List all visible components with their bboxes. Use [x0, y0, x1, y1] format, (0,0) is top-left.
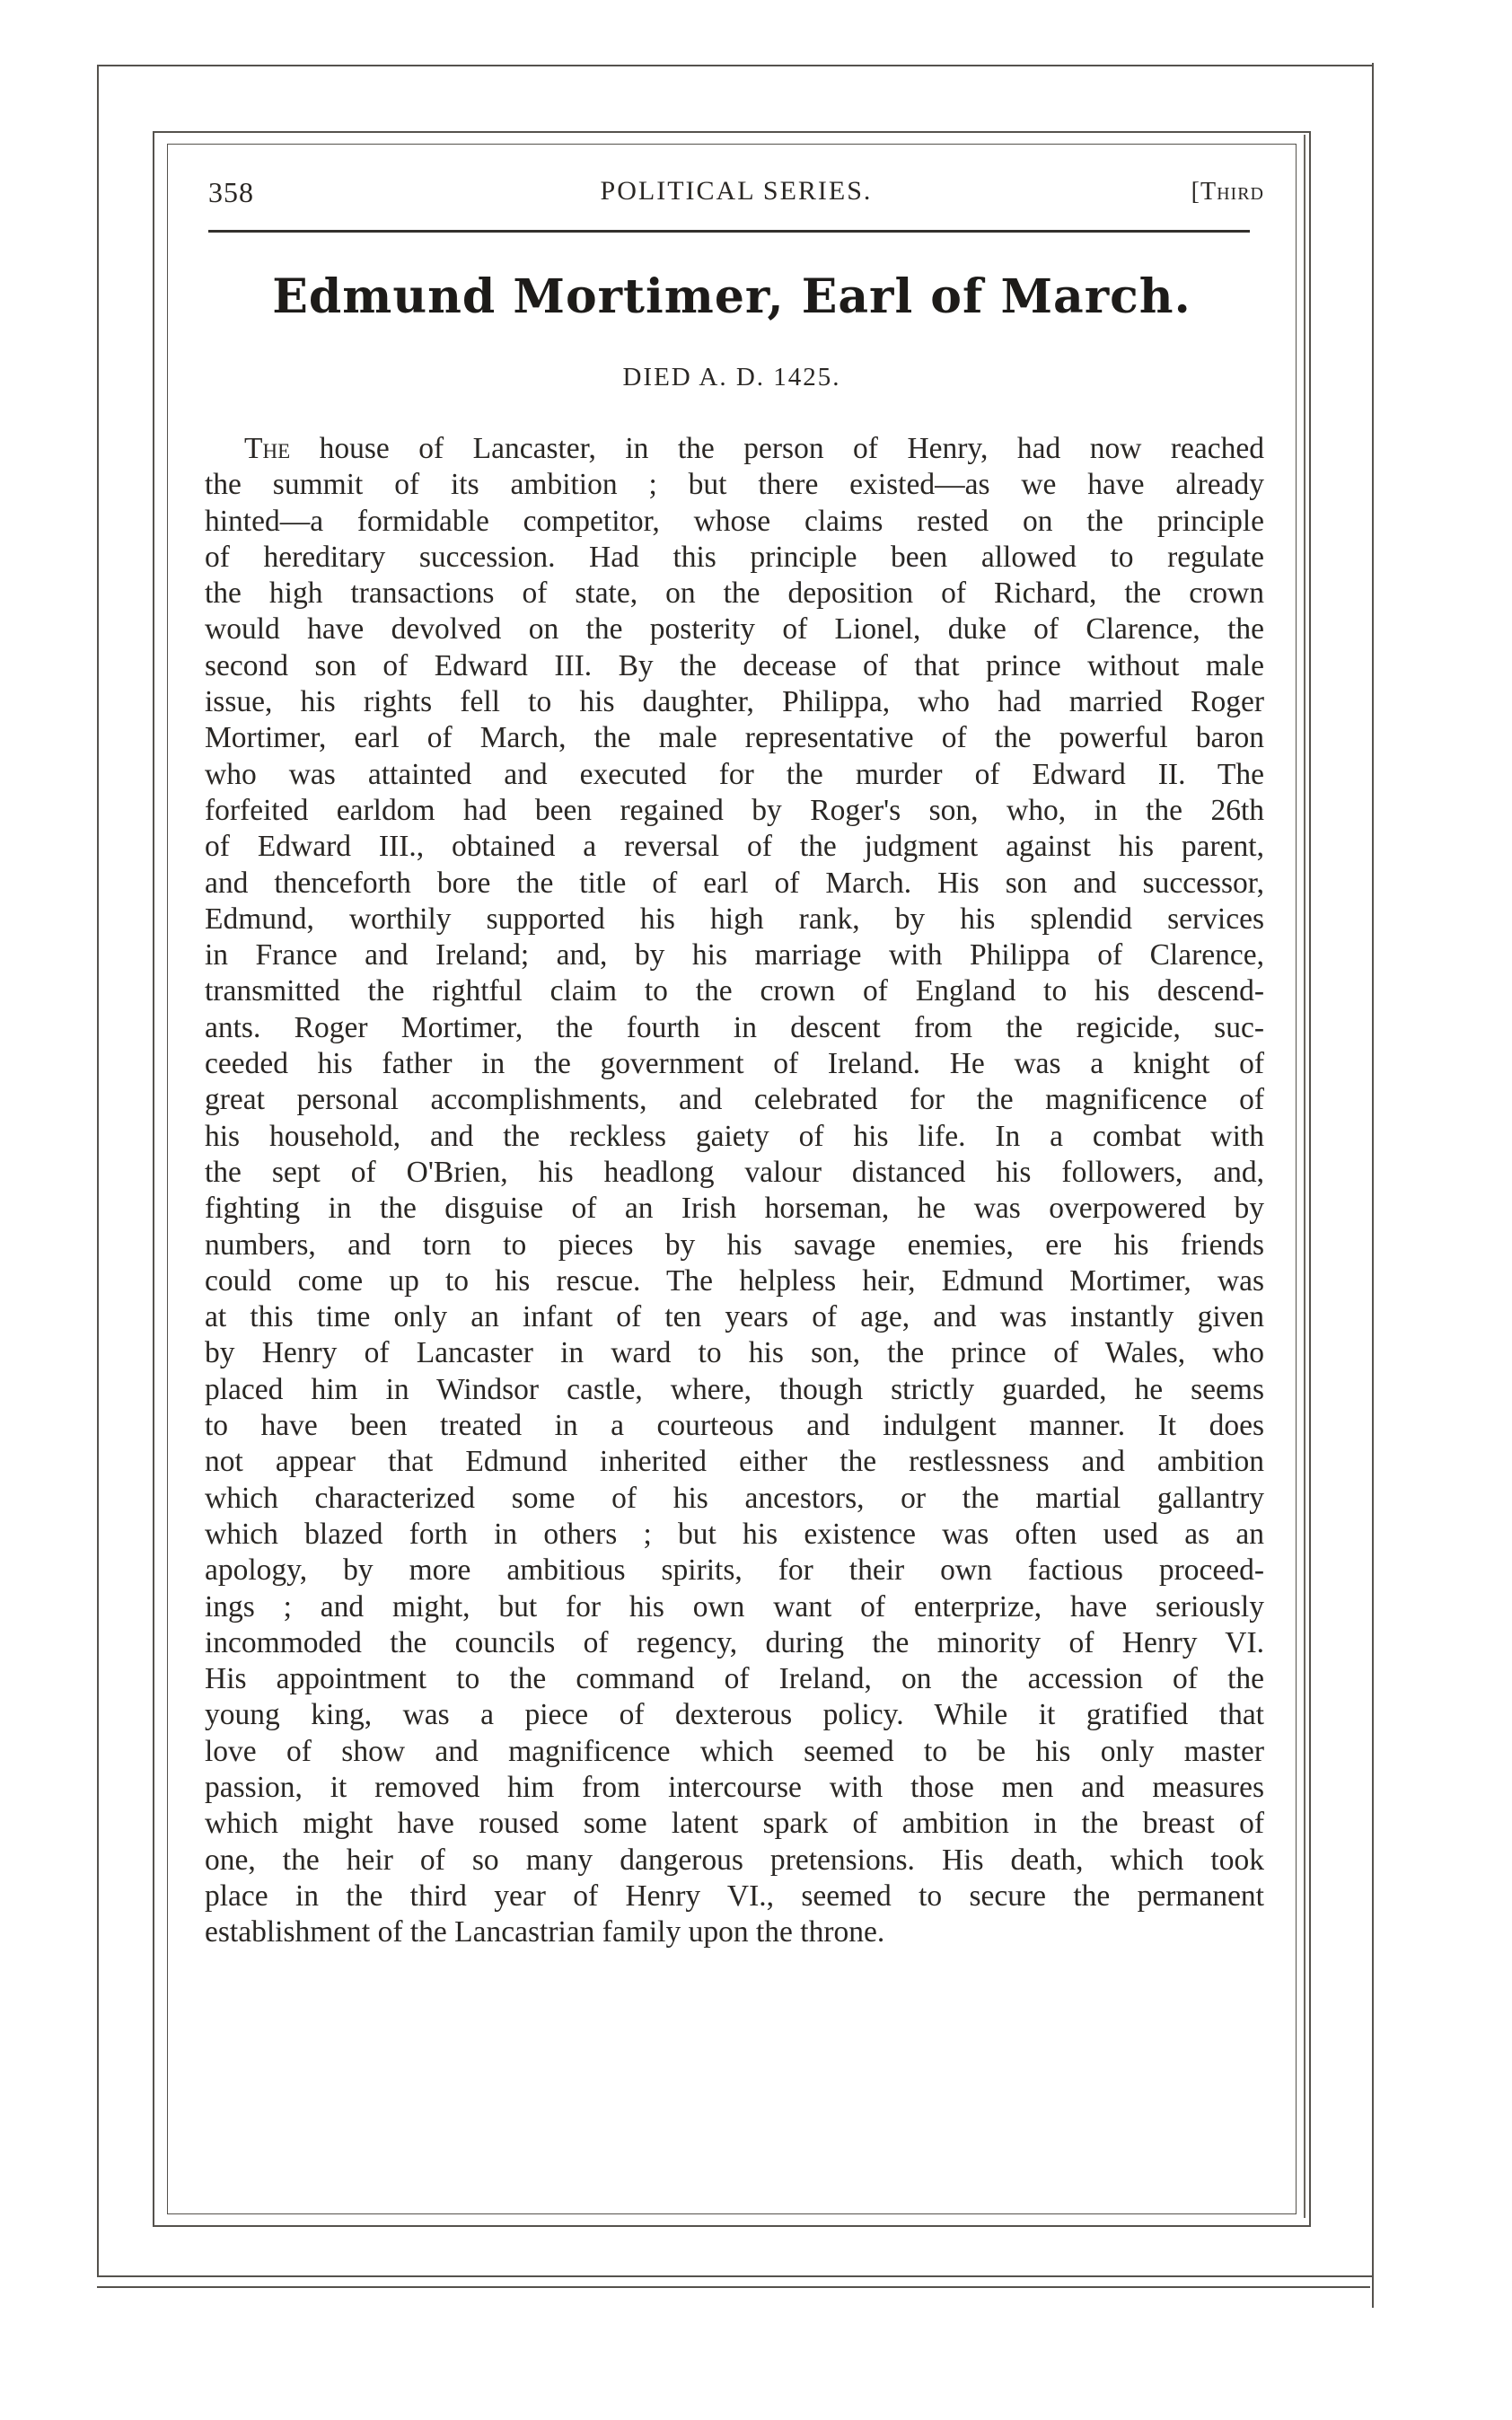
running-head [208, 176, 1264, 221]
body-line: love of show and magnificence which seemed to be his only master [205, 1734, 1264, 1768]
body-line: apology, by more ambitious spirits, for their own factious proceed- [205, 1553, 1264, 1588]
body-line: numbers, and torn to pieces by his savage enemies, ere his friends [205, 1228, 1264, 1262]
body-line: Edmund, worthily supported his high rank, by his splendid services [205, 902, 1264, 936]
body-line: Mortimer, earl of March, the male representative of the powerful baron [205, 721, 1264, 755]
body-line: great personal accomplishments, and celebrated for the magnificence of [205, 1083, 1264, 1117]
body-paragraph [205, 431, 1264, 1950]
outer-frame-right-edge [1372, 63, 1374, 2308]
body-line: not appear that Edmund inherited either the restlessness and ambition [205, 1445, 1264, 1479]
body-line: to have been treated in a courteous and indulgent manner. It does [205, 1409, 1264, 1443]
body-line [205, 431, 1264, 467]
series-title: POLITICAL SERIES. [600, 176, 873, 206]
chapter-date: DIED A. D. 1425. [622, 363, 841, 392]
body-line: young king, was a piece of dexterous policy. While it gratified that [205, 1698, 1264, 1732]
body-line: at this time only an infant of ten years of age, and was instantly given [205, 1300, 1264, 1334]
body-line: His appointment to the command of Ireland, on the accession of the [205, 1662, 1264, 1696]
body-line: forfeited earldom had been regained by Roger's son, who, in the 26th [205, 793, 1264, 827]
body-line: could come up to his rescue. The helpless heir, Edmund Mortimer, was [205, 1263, 1264, 1298]
body-line: the summit of its ambition ; but there existed—as we have already [205, 468, 1264, 502]
body-line: ceeded his father in the government of Ireland. He was a knight of [205, 1047, 1264, 1081]
chapter-title: Edmund Mortimer, Earl of March. [272, 269, 1191, 324]
body-line: would have devolved on the posterity of Lionel, duke of Clarence, the [205, 612, 1264, 647]
body-line: fighting in the disguise of an Irish horseman, he was overpowered by [205, 1192, 1264, 1226]
body-line-text: house of Lancaster, in the person of Henry, had now reached [319, 432, 1264, 465]
header-rule [208, 230, 1250, 233]
body-line: placed him in Windsor castle, where, though strictly guarded, he seems [205, 1372, 1264, 1406]
body-line: transmitted the rightful claim to the crown of England to his descend- [205, 974, 1264, 1008]
body-line: his household, and the reckless gaiety of his life. In a combat with [205, 1119, 1264, 1153]
body-line: ings ; and might, but for his own want of enterprize, have seriously [205, 1589, 1264, 1624]
body-line: of Edward III., obtained a reversal of the judgment against his parent, [205, 830, 1264, 864]
inner-frame-right-rule [1304, 135, 1305, 2218]
body-line: of hereditary succession. Had this principle been allowed to regulate [205, 540, 1264, 574]
body-line: issue, his rights fell to his daughter, Philippa, who had married Roger [205, 685, 1264, 719]
body-line: by Henry of Lancaster in ward to his son, the prince of Wales, who [205, 1336, 1264, 1370]
body-line: place in the third year of Henry VI., seemed to secure the permanent [205, 1879, 1264, 1913]
body-line: second son of Edward III. By the decease of that prince without male [205, 648, 1264, 682]
body-line: in France and Ireland; and, by his marriage with Philippa of Clarence, [205, 938, 1264, 972]
body-line: ants. Roger Mortimer, the fourth in descent from the regicide, suc- [205, 1010, 1264, 1044]
body-line: which might have roused some latent spark of ambition in the breast of [205, 1807, 1264, 1841]
body-line: passion, it removed him from intercourse with those men and measures [205, 1770, 1264, 1804]
body-line: the high transactions of state, on the deposition of Richard, the crown [205, 576, 1264, 611]
outer-frame-bottom-edge [97, 2286, 1370, 2288]
series-part: [Third [1191, 178, 1264, 206]
opening-word: The [244, 432, 291, 465]
page-number: 358 [208, 176, 254, 208]
body-line: which characterized some of his ancestors, or the martial gallantry [205, 1481, 1264, 1515]
body-line: establishment of the Lancastrian family upon the throne. [205, 1915, 885, 1949]
body-line: the sept of O'Brien, his headlong valour distanced his followers, and, [205, 1155, 1264, 1189]
body-line: and thenceforth bore the title of earl of March. His son and successor, [205, 866, 1264, 900]
body-line: who was attainted and executed for the murder of Edward II. The [205, 757, 1264, 791]
body-line: incommoded the councils of regency, during the minority of Henry VI. [205, 1625, 1264, 1659]
body-line: hinted—a formidable competitor, whose claims rested on the principle [205, 504, 1264, 538]
body-line: one, the heir of so many dangerous pretensions. His death, which took [205, 1843, 1264, 1877]
body-line: which blazed forth in others ; but his existence was often used as an [205, 1517, 1264, 1551]
